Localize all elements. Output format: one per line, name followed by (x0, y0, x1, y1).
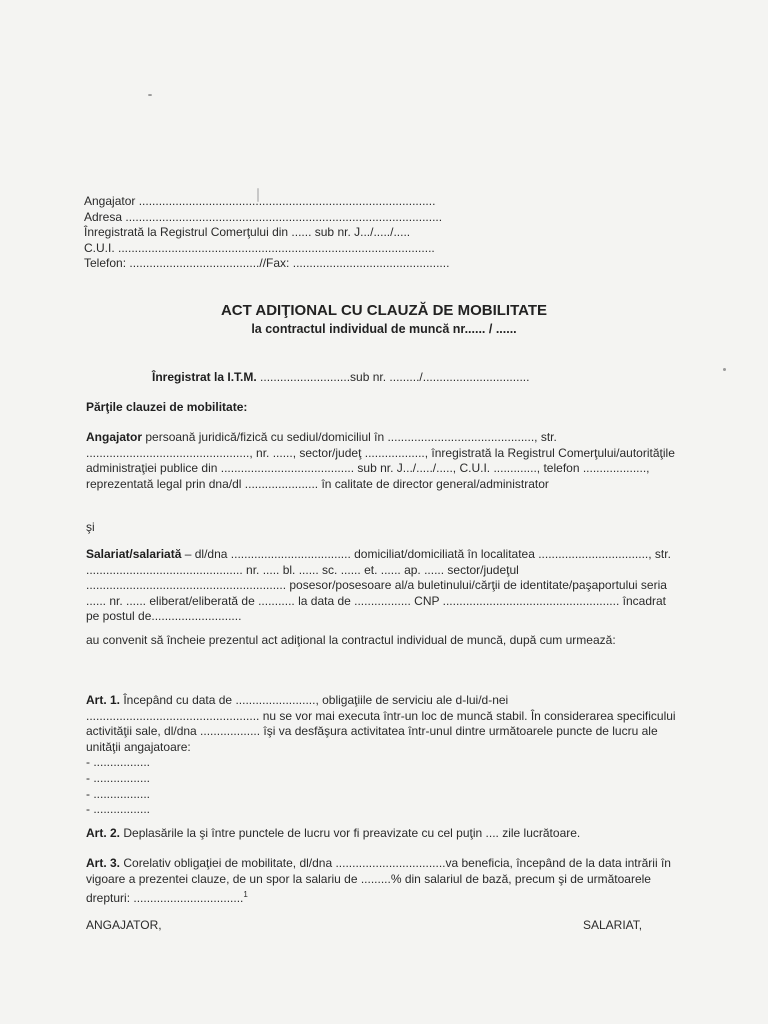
employer-label: Angajator (86, 430, 143, 444)
art1-text: Începând cu data de ........................, obligaţiile de serviciu ale d-lui/d-nei .................................................... nu se vor mai executa într-un loc de muncă stabil. În considerarea specificului activităţii sale, dl/dna .................. îşi va desfăşura activitatea într-unul dintre următoarele puncte de lucru ale unităţii angajatoare: (86, 693, 676, 754)
agreement-paragraph: au convenit să încheie prezentul act adiţional la contractul individual de muncă, după cum urmează: (86, 633, 616, 647)
document-subtitle: la contractul individual de muncă nr...... / ...... (251, 322, 517, 336)
art2-label: Art. 2. (86, 826, 121, 840)
employee-text: – dl/dna .................................... domiciliat/domiciliată în localitatea ................................., str. ............................................... nr. ..... bl. ...... sc. ...... et. ...... ap. ...... sector/judeţul ............................................................ posesor/posesoare al/a buletinului/cărţii de identitate/paşaportului seria ...... nr. ...... eliberat/eliberată de ........... la data de ................. CNP ..................................................... încadrat pe postul de........................... (86, 547, 671, 624)
parties-heading-text: Părţile clauzei de mobilitate: (86, 400, 248, 414)
employee-paragraph (86, 547, 676, 625)
article-3 (86, 856, 676, 907)
header-line-employer: Angajator ......................................................................................... (84, 194, 436, 208)
and-conjunction: şi (86, 520, 95, 534)
work-point-item: - ................. (86, 786, 151, 801)
employer-paragraph (86, 430, 676, 492)
document-title: ACT ADIŢIONAL CU CLAUZĂ DE MOBILITATE (220, 302, 548, 319)
work-point-item: - ................. (86, 755, 151, 770)
scan-speck (148, 94, 152, 96)
employer-text: persoană juridică/fizică cu sediul/domiciliul în ............................................, str. ................................................., nr. ......, sector/judeţ .................., înregistrată la Registrul Comerţului/autorităţile administraţiei publice din ........................................ sub nr. J.../...../....., C.U.I. ............., telefon ..................., reprezentată legal prin dna/dl ...................... în calitate de director general/administrator (86, 430, 675, 491)
employee-label: Salariat/salariată (86, 547, 182, 561)
art1-label: Art. 1. (86, 693, 121, 707)
itm-label: Înregistrat la I.T.M. (152, 370, 257, 384)
header-line-phone: Telefon: .......................................//Fax: ............................................... (84, 256, 450, 270)
work-point-item: - ................. (86, 802, 151, 817)
footnote-marker: 1 (243, 890, 248, 900)
itm-text: ...........................sub nr. ........./................................ (256, 370, 530, 384)
art3-text: Corelativ obligaţiei de mobilitate, dl/dna .................................va beneficia, începând de la data intrării în vigoare a prezentei clauze, de un spor la salariu de .........% din salariul de bază, precum şi de următoarele drepturi: ................................. (86, 856, 671, 906)
art2-text: Deplasările la şi între punctele de lucru vor fi preavizate cu cel puţin .... zile lucrătoare. (120, 826, 581, 840)
employee-signature-label: SALARIAT, (583, 918, 643, 932)
header-line-registry: Înregistrată la Registrul Comerţului din ...... sub nr. J.../...../..... (84, 225, 411, 239)
itm-registration (152, 370, 742, 386)
employer-signature-label: ANGAJATOR, (86, 918, 162, 932)
article-1 (86, 693, 676, 818)
work-point-item: - ................. (86, 770, 151, 785)
header-line-cui: C.U.I. ............................................................................................... (84, 240, 435, 255)
employer-header (84, 194, 449, 272)
art3-label: Art. 3. (86, 856, 121, 870)
parties-heading (86, 400, 676, 416)
header-line-address: Adresa ............................................................................................... (84, 209, 443, 224)
article-2 (86, 826, 676, 842)
